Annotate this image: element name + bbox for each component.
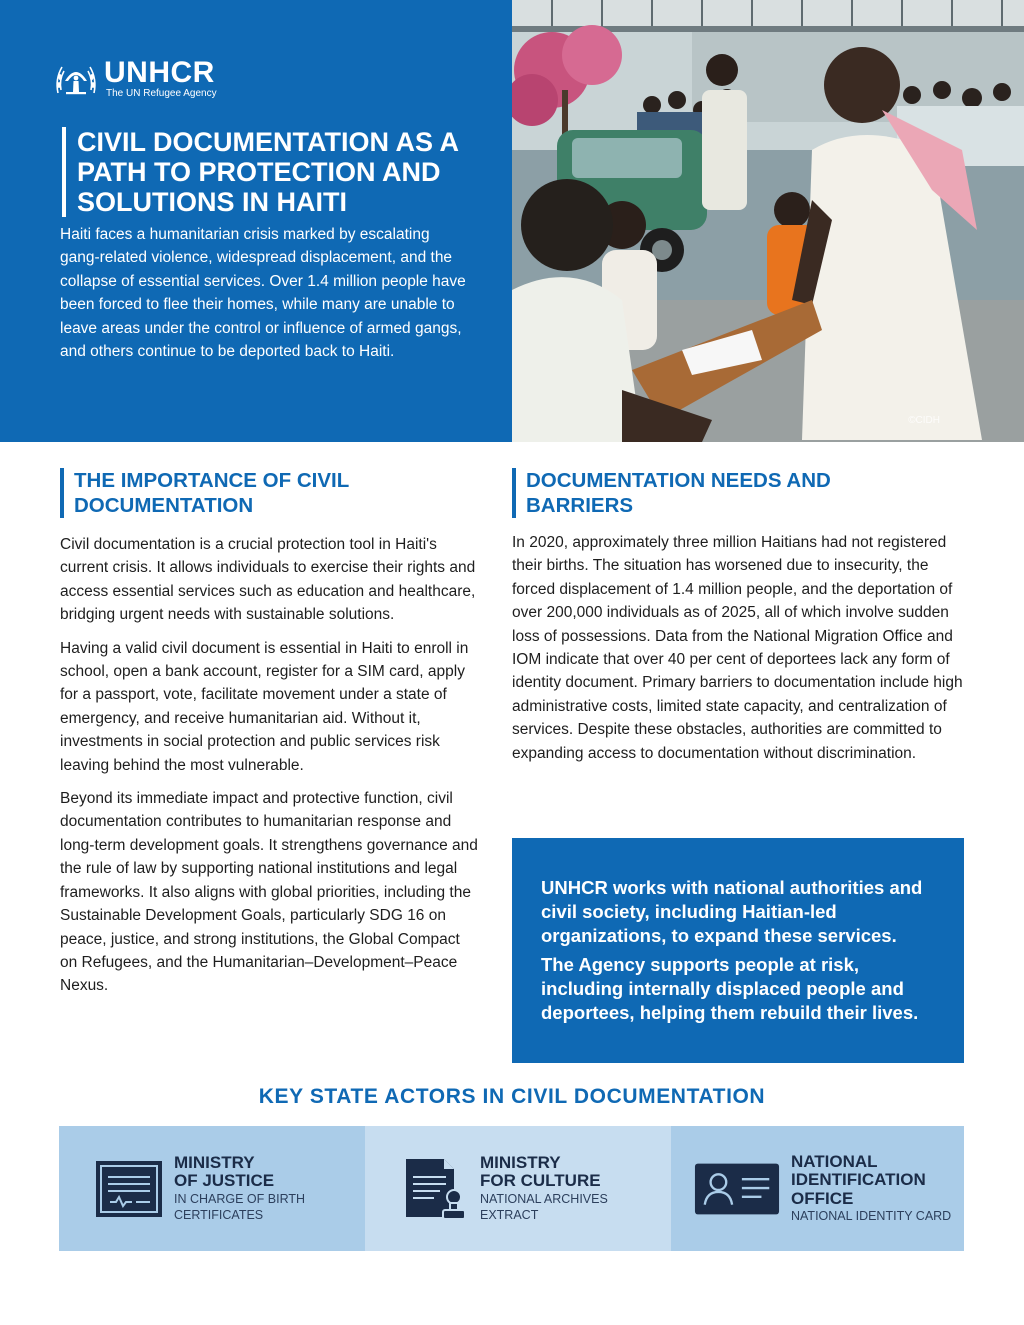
photo-illustration xyxy=(512,0,1024,442)
actor-description-line: CERTIFICATES xyxy=(174,1208,264,1222)
logo-tagline: The UN Refugee Agency xyxy=(106,88,217,99)
page-title: CIVIL DOCUMENTATION AS A PATH TO PROTECTION AND SOLUTIONS IN HAITI xyxy=(62,127,482,217)
importance-paragraph-1: Civil documentation is a crucial protection tool in Haiti's current crisis. It allows individuals to exercise their rights and access essential services such as education and healthcare, bridging urgent needs with sustainable solutions. xyxy=(60,536,476,624)
importance-paragraph-3: Beyond its immediate impact and protective function, civil documentation contributes to humanitarian response and long-term development goals. It strengthens governance and the rule of law by supporting national institutions and legal frameworks. It also aligns with global priorities, including the Sustainable Development Goals, particularly SDG 16 on peace, justice, and strong institutions, the Global Compact on Refugees, and the Humanitarian–Development–Peace Nexus. xyxy=(60,790,478,995)
needs-body xyxy=(512,531,967,775)
callout-line-2: The Agency supports people at risk, including internally displaced people and deportees, helping them rebuild their lives. xyxy=(541,954,919,1023)
callout-box xyxy=(512,838,964,1063)
actor-description-line: NATIONAL IDENTITY CARD xyxy=(791,1209,952,1223)
unhcr-logo[interactable] xyxy=(52,58,217,100)
actor-name-line: FOR CULTURE xyxy=(480,1171,601,1190)
needs-paragraph: In 2020, approximately three million Haitians had not registered their births. The situation has worsened due to insecurity, the forced displacement of 1.4 million people, and the deportation of over 200,000 individuals as of 2025, all of which involve sudden loss of possessions. Data from the National Migration Office and IOM indicate that over 40 per cent of deportees lack any form of identity document. Primary barriers to documentation include high administrative costs, limited state capacity, and centralization of services. Despite these obstacles, authorities are committed to expanding access to documentation without discrimination. xyxy=(512,534,963,762)
header-blue-panel xyxy=(0,0,512,442)
header-banner xyxy=(0,0,1024,442)
actors-section-title: KEY STATE ACTORS IN CIVIL DOCUMENTATION xyxy=(258,1085,766,1108)
actor-name-line: MINISTRY xyxy=(174,1152,255,1172)
intro-paragraph: Haiti faces a humanitarian crisis marked by escalating gang-related violence, widespread displacement, and the collapse of essential services. Over 1.4 million people have been forced to flee their homes, while many are unable to leave areas under the control or influence of armed gangs, and others continue to be deported back to Haiti. xyxy=(60,226,466,361)
actor-description-line: NATIONAL ARCHIVES xyxy=(480,1191,608,1206)
actor-national-identification-office xyxy=(671,1126,964,1251)
needs-section-title: DOCUMENTATION NEEDS AND BARRIERS xyxy=(512,468,912,518)
header-photo xyxy=(512,0,1024,442)
actor-name-line: IDENTIFICATION xyxy=(791,1170,926,1189)
id-card-icon xyxy=(693,1157,781,1221)
importance-paragraph-2: Having a valid civil document is essential in Haiti to enroll in school, open a bank account, register for a SIM card, apply for a passport, vote, facilitate movement under a state of emergency, and receive humanitarian aid. Without it, investments in social protection and public services risk leaving behind the most vulnerable. xyxy=(60,639,469,774)
actor-name-line: OFFICE xyxy=(791,1188,854,1208)
certificate-icon xyxy=(94,1157,164,1221)
importance-body xyxy=(60,533,478,1008)
actor-name-line: NATIONAL xyxy=(791,1151,878,1171)
importance-section-title: THE IMPORTANCE OF CIVIL DOCUMENTATION xyxy=(60,468,460,518)
actor-text xyxy=(174,1154,305,1224)
callout-line-1: UNHCR works with national authorities and civil society, including Haitian-led organizations, to expand these services. xyxy=(541,877,923,946)
unhcr-emblem-icon xyxy=(52,59,100,99)
actor-description-line: EXTRACT xyxy=(480,1208,539,1222)
actor-ministry-of-justice xyxy=(59,1126,365,1251)
actors-strip xyxy=(59,1126,964,1251)
actor-ministry-for-culture xyxy=(365,1126,671,1251)
actor-text xyxy=(791,1153,951,1225)
photo-credit: ©CIDH xyxy=(908,415,940,426)
actor-description-line: IN CHARGE OF BIRTH xyxy=(174,1191,306,1206)
actor-name-line: MINISTRY xyxy=(480,1152,561,1172)
logo-wordmark xyxy=(104,58,217,100)
logo-name: UNHCR xyxy=(104,56,215,89)
stamped-document-icon xyxy=(400,1157,470,1221)
actor-name-line: OF JUSTICE xyxy=(174,1171,275,1190)
actor-text xyxy=(480,1154,608,1224)
